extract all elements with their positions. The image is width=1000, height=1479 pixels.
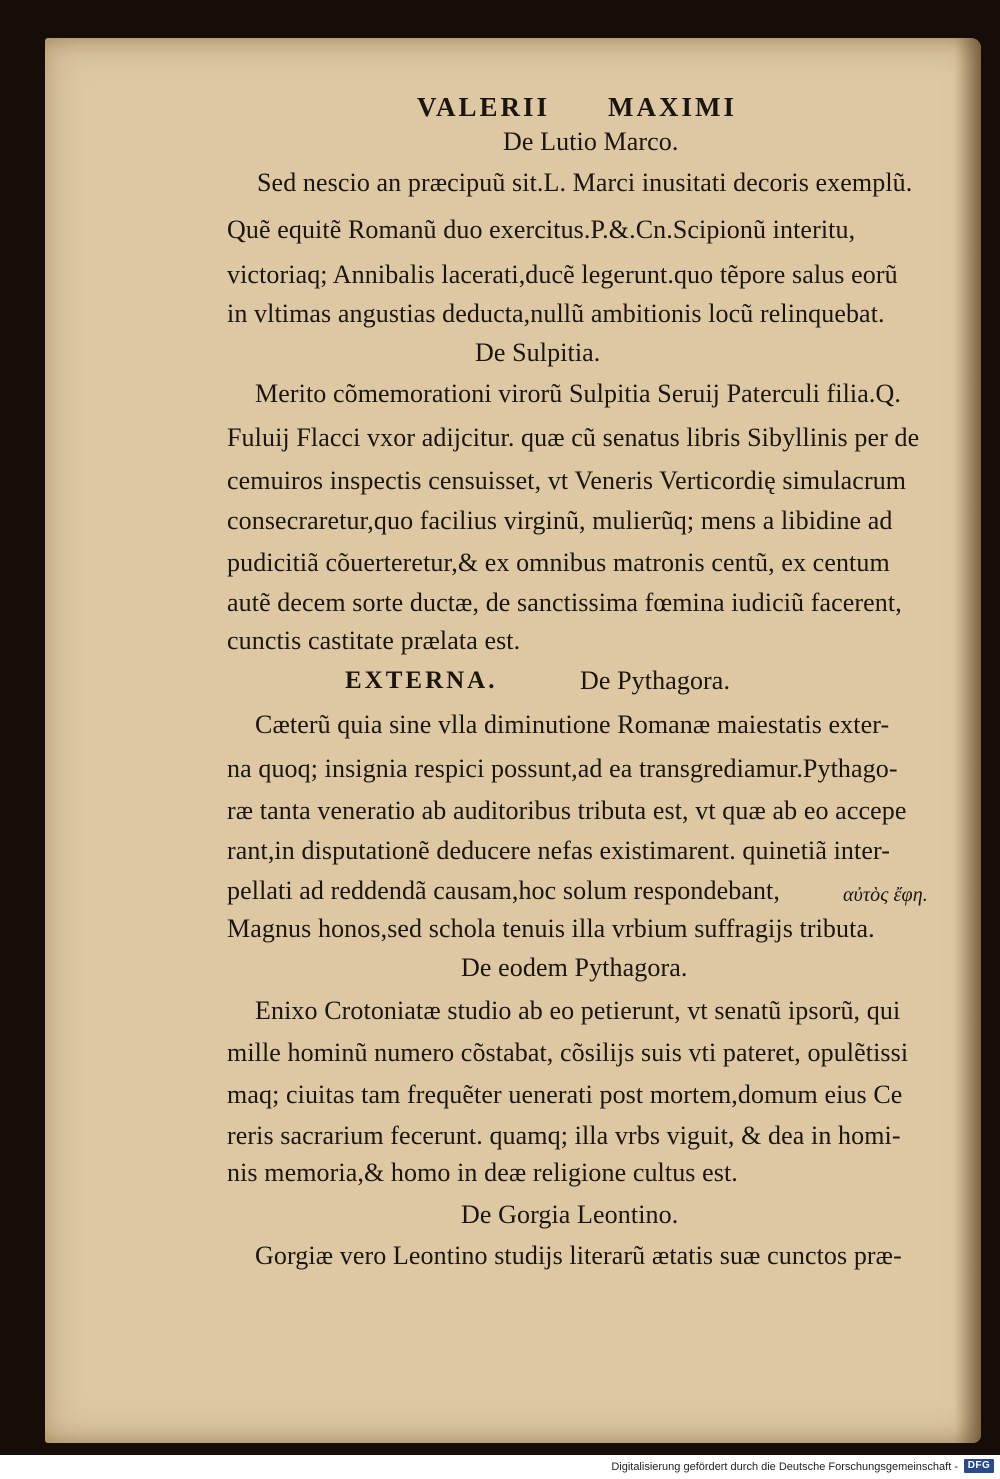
text-line: na quoq; insignia respici possunt,ad ea transgrediamur.Pythago- <box>227 754 898 783</box>
text-line: Quẽ equitẽ Romanũ duo exercitus.P.&.Cn.Scipionũ interitu, <box>227 215 856 244</box>
section-heading: De Sulpitia. <box>475 338 601 367</box>
text-line: ræ tanta veneratio ab auditoribus tributa est, vt quæ ab eo accepe <box>227 796 907 825</box>
text-line: in vltimas angustias deducta,nullũ ambitionis locũ relinquebat. <box>227 299 885 328</box>
text-line: cemuiros inspectis censuisset, vt Veneris Verticordię simulacrum <box>227 466 907 495</box>
text-line: mille hominũ numero cõstabat, cõsilijs suis vti pateret, opulẽtissi <box>227 1038 909 1067</box>
book-page <box>45 38 981 1443</box>
text-line: pudicitiã cõuerteretur,& ex omnibus matronis centũ, ex centum <box>227 548 890 577</box>
text-line: reris sacrarium fecerunt. quamq; illa vrbs viguit, & dea in homi- <box>227 1121 901 1150</box>
running-head-left: VALERII <box>417 92 551 122</box>
text-line: victoriaq; Annibalis lacerati,ducẽ legerunt.quo tẽpore salus eorũ <box>227 260 898 289</box>
externa-label: EXTERNA. <box>345 667 498 694</box>
text-line: Enixo Crotoniatæ studio ab eo petierunt, vt senatũ ipsorũ, qui <box>255 996 901 1025</box>
section-heading: De Pythagora. <box>580 666 731 695</box>
text-line: consecraretur,quo facilius virginũ, mulierũq; mens a libidine ad <box>227 506 893 535</box>
footer-credit: Digitalisierung gefördert durch die Deutsche Forschungsgemeinschaft - <box>611 1461 958 1473</box>
digitization-footer <box>0 1455 1000 1479</box>
text-line: Sed nescio an præcipuũ sit.L. Marci inusitati decoris exemplũ. <box>257 168 913 197</box>
text-line: rant,in disputationẽ deducere nefas existimarent. quinetiã inter- <box>227 836 890 865</box>
text-line: Cæterũ quia sine vlla diminutione Romanæ maiestatis exter- <box>255 710 890 739</box>
section-heading: De Gorgia Leontino. <box>461 1200 679 1229</box>
text-line: Gorgiæ vero Leontino studijs literarũ ætatis suæ cunctos præ- <box>255 1241 902 1270</box>
text-line: pellati ad reddendã causam,hoc solum respondebant, <box>227 876 780 905</box>
text-line: autẽ decem sorte ductæ, de sanctissima fœmina iudiciũ facerent, <box>227 588 902 617</box>
section-heading: De eodem Pythagora. <box>461 953 688 982</box>
text-line: maq; ciuitas tam frequẽter uenerati post mortem,domum eius Ce <box>227 1080 903 1109</box>
text-line: Fuluij Flacci vxor adijcitur. quæ cũ senatus libris Sibyllinis per de <box>227 423 920 452</box>
page-text <box>45 38 981 1443</box>
running-head-right: MAXIMI <box>608 92 737 122</box>
dfg-logo: DFG <box>964 1459 994 1473</box>
text-line: nis memoria,& homo in deæ religione cultus est. <box>227 1158 738 1187</box>
text-line: Magnus honos,sed schola tenuis illa vrbium suffragijs tributa. <box>227 914 875 943</box>
text-line: cunctis castitate prælata est. <box>227 626 521 655</box>
greek-phrase: αὐτὸς ἔφη. <box>843 884 928 906</box>
section-heading: De Lutio Marco. <box>503 127 679 156</box>
text-line: Merito cõmemorationi virorũ Sulpitia Seruij Paterculi filia.Q. <box>255 379 901 408</box>
